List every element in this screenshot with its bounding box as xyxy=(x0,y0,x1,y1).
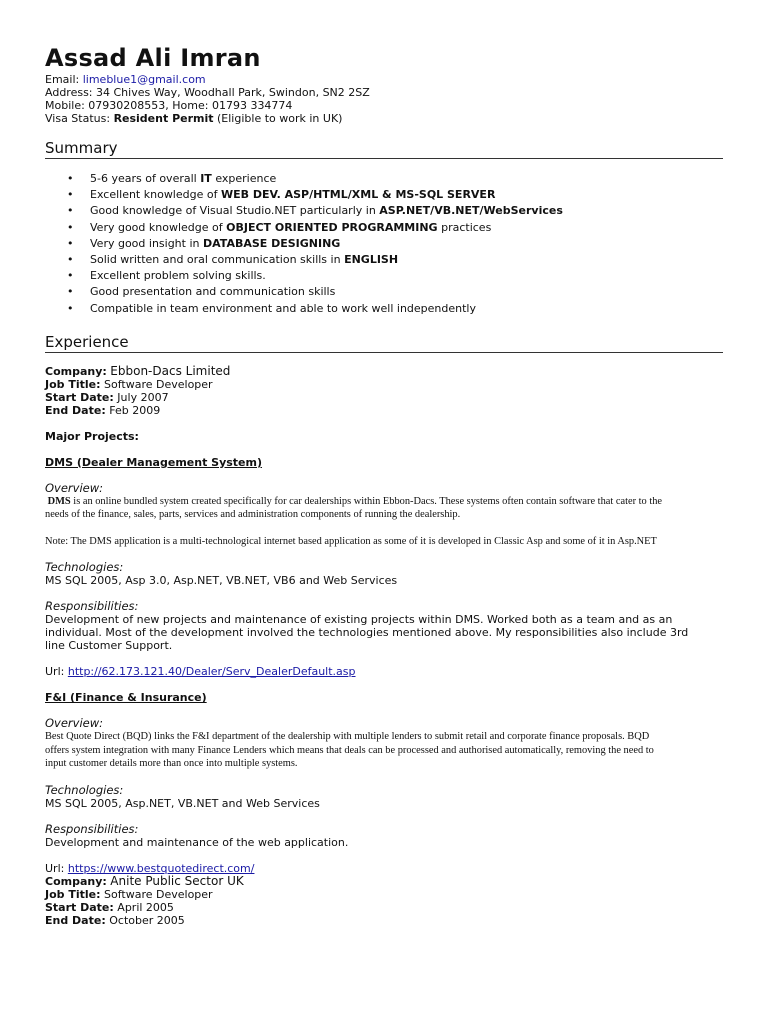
visa-value: Resident Permit xyxy=(113,112,214,125)
summary-item: • Very good knowledge of OBJECT ORIENTED PROGRAMMING practices xyxy=(45,220,723,236)
job-title-label: Job Title: xyxy=(45,377,101,391)
project2-responsibilities: Development and maintenance of the web application. xyxy=(45,835,349,849)
summary-item: • Good knowledge of Visual Studio.NET particularly in ASP.NET/VB.NET/WebServices xyxy=(45,203,723,219)
project2-title: F&I (Finance & Insurance) xyxy=(45,691,207,705)
address-line: Address: 34 Chives Way, Woodhall Park, Swindon, SN2 2SZ xyxy=(45,86,370,99)
job1-company: Ebbon-Dacs Limited xyxy=(110,363,231,378)
end-date-label: End Date: xyxy=(45,913,106,927)
summary-item: • Solid written and oral communication skills in ENGLISH xyxy=(45,252,723,268)
job1-company-line xyxy=(45,365,723,378)
summary-heading: Summary xyxy=(45,139,723,159)
company-label: Company: xyxy=(45,364,107,378)
project2-overview-line3: input customer details more than once into multiple systems. xyxy=(45,758,298,770)
job2-title: Software Developer xyxy=(104,887,213,901)
project1-title: DMS (Dealer Management System) xyxy=(45,455,263,469)
experience-heading: Experience xyxy=(45,333,723,353)
project2-technologies: MS SQL 2005, Asp.NET, VB.NET and Web Services xyxy=(45,796,320,810)
job1-end-line xyxy=(45,404,723,417)
job-title-label: Job Title: xyxy=(45,887,101,901)
job1-start: July 2007 xyxy=(117,390,169,404)
project1-url-link[interactable]: http://62.173.121.40/Dealer/Serv_DealerDefault.asp xyxy=(67,665,356,679)
company-label: Company: xyxy=(45,874,107,888)
project1-overview-line2: needs of the finance, sales, parts, services and administration components of running the dealership. xyxy=(45,509,461,521)
project2-url-link[interactable]: https://www.bestquotedirect.com/ xyxy=(67,861,255,875)
summary-item: • Very good insight in DATABASE DESIGNING xyxy=(45,236,723,252)
summary-item: • Excellent knowledge of WEB DEV. ASP/HTML/XML & MS-SQL SERVER xyxy=(45,187,723,203)
project2-overview-label: Overview: xyxy=(45,716,104,731)
job1-title-line xyxy=(45,378,723,391)
summary-list xyxy=(45,171,723,317)
job2-end: October 2005 xyxy=(109,913,185,927)
project1-overview-line1: DMS is an online bundled system created specifically for car dealerships within Ebbon-Dacs. These systems often contain software that cater to the xyxy=(47,495,663,507)
project1-url-line xyxy=(45,665,723,678)
dms-bold: DMS xyxy=(47,495,71,507)
project1-resp-line1: Development of new projects and maintenance of existing projects within DMS. Worked both as a team and as an xyxy=(45,613,673,627)
job1-end: Feb 2009 xyxy=(109,403,161,417)
project1-responsibilities-label: Responsibilities: xyxy=(45,599,139,614)
start-date-label: Start Date: xyxy=(45,390,114,404)
project2-technologies-label: Technologies: xyxy=(45,782,124,797)
summary-item: • Compatible in team environment and able to work well independently xyxy=(45,301,723,317)
email-label: Email: xyxy=(45,73,83,86)
url-label: Url: xyxy=(45,665,68,679)
job2-company-line xyxy=(45,875,723,888)
job1-start-line xyxy=(45,391,723,404)
end-date-label: End Date: xyxy=(45,403,106,417)
major-projects-label: Major Projects: xyxy=(45,429,139,443)
project1-resp-line2: individual. Most of the development involved the technologies mentioned above. My responsibilities also include 3rd xyxy=(45,626,689,640)
job2-start: April 2005 xyxy=(117,900,174,914)
job1-title: Software Developer xyxy=(104,377,213,391)
project2-overview-line1: Best Quote Direct (BQD) links the F&I department of the dealership with multiple lenders to submit retail and corporate finance proposals. BQD xyxy=(45,731,650,743)
project2-responsibilities-label: Responsibilities: xyxy=(45,821,139,836)
url-label: Url: xyxy=(45,861,68,875)
project1-note: Note: The DMS application is a multi-technological internet based application as some of it is developed in Classic Asp and some of it in Asp.NET xyxy=(45,535,657,547)
job2-company: Anite Public Sector UK xyxy=(110,873,244,888)
summary-item: • Good presentation and communication skills xyxy=(45,284,723,300)
start-date-label: Start Date: xyxy=(45,900,114,914)
job2-end-line xyxy=(45,914,723,927)
visa-label: Visa Status: xyxy=(45,112,114,125)
summary-item: • Excellent problem solving skills. xyxy=(45,268,723,284)
job2-title-line xyxy=(45,888,723,901)
resume-page xyxy=(45,44,723,927)
job2-start-line xyxy=(45,901,723,914)
candidate-name: Assad Ali Imran xyxy=(45,44,261,72)
email-line xyxy=(45,73,723,86)
email-link[interactable]: limeblue1@gmail.com xyxy=(82,73,206,86)
project1-overview-label: Overview: xyxy=(45,480,104,495)
summary-item: • 5-6 years of overall IT experience xyxy=(45,171,723,187)
phone-line: Mobile: 07930208553, Home: 01793 334774 xyxy=(45,99,293,112)
project2-overview-line2: offers system integration with many Finance Lenders which means that deals can be processed and authorised automatically, removing the need to xyxy=(45,744,654,756)
visa-line xyxy=(45,112,723,125)
project1-technologies: MS SQL 2005, Asp 3.0, Asp.NET, VB.NET, VB6 and Web Services xyxy=(45,574,398,588)
project1-resp-line3: line Customer Support. xyxy=(45,639,173,653)
project1-technologies-label: Technologies: xyxy=(45,560,124,575)
visa-note: (Eligible to work in UK) xyxy=(213,112,343,125)
